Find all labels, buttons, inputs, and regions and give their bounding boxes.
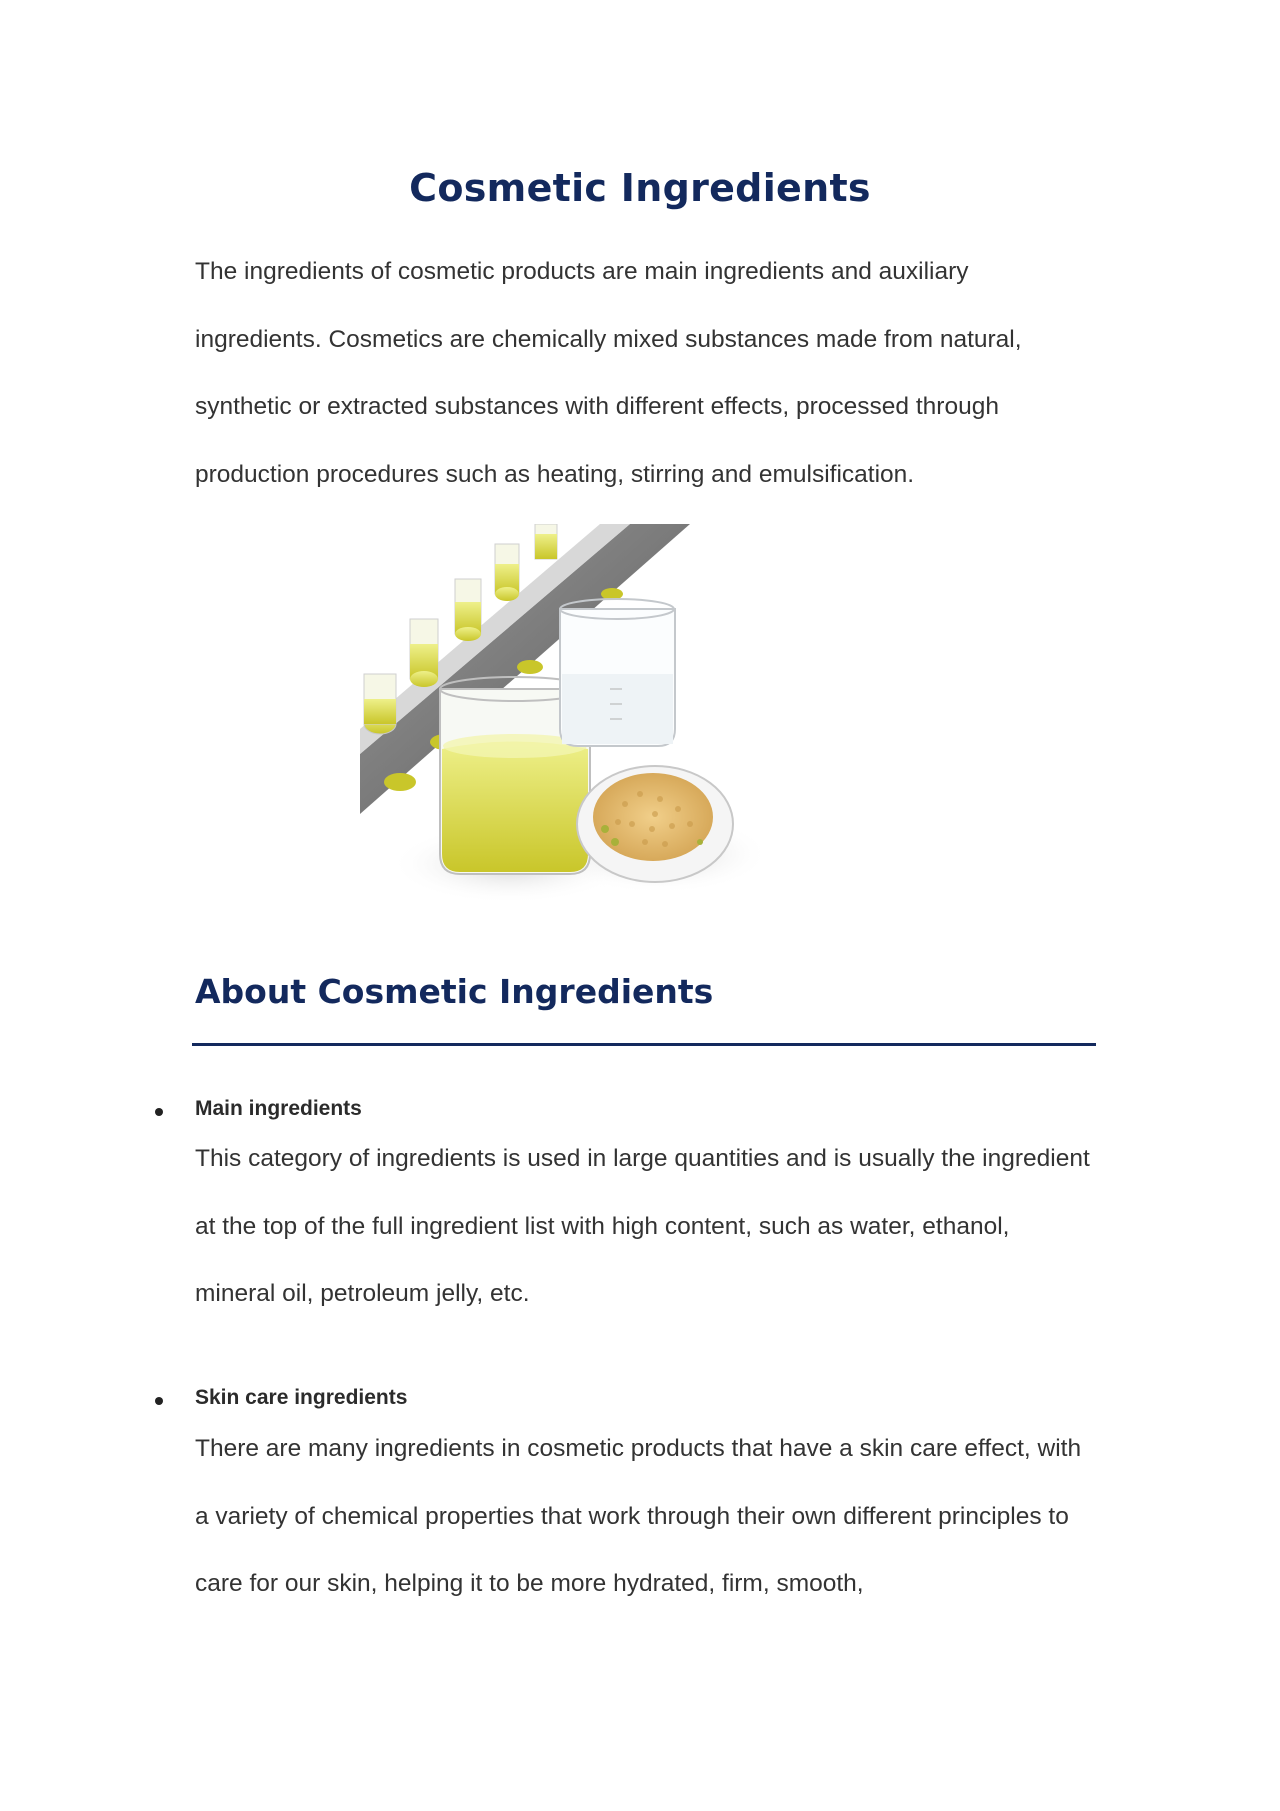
item-label-skin-care-ingredients: Skin care ingredients	[195, 1386, 408, 1409]
bullet-icon	[155, 1397, 163, 1405]
intro-paragraph: The ingredients of cosmetic products are main ingredients and auxiliary ingredients. Cosmetics are chemically mixed substances made from natural, synthetic or extracted substances with different effects, processed through production procedures such as heating, stirring and emulsification.	[195, 258, 1022, 488]
section-title: About Cosmetic Ingredients	[195, 972, 714, 1011]
page-title: Cosmetic Ingredients	[409, 166, 871, 210]
item-text-skin-care-ingredients: There are many ingredients in cosmetic products that have a skin care effect, with a variety of chemical properties that work through their own different principles to care for our skin, helping it to be more hydrated, firm, smooth,	[195, 1435, 1082, 1597]
item-label-main-ingredients: Main ingredients	[195, 1097, 362, 1120]
item-text-main-ingredients: This category of ingredients is used in large quantities and is usually the ingredient at the top of the full ingredient list with high content, such as water, ethanol, mineral oil, petroleum jelly, etc.	[195, 1145, 1090, 1307]
lab-glassware-image	[360, 524, 860, 914]
bullet-icon	[155, 1108, 163, 1116]
section-divider	[192, 1043, 1096, 1046]
